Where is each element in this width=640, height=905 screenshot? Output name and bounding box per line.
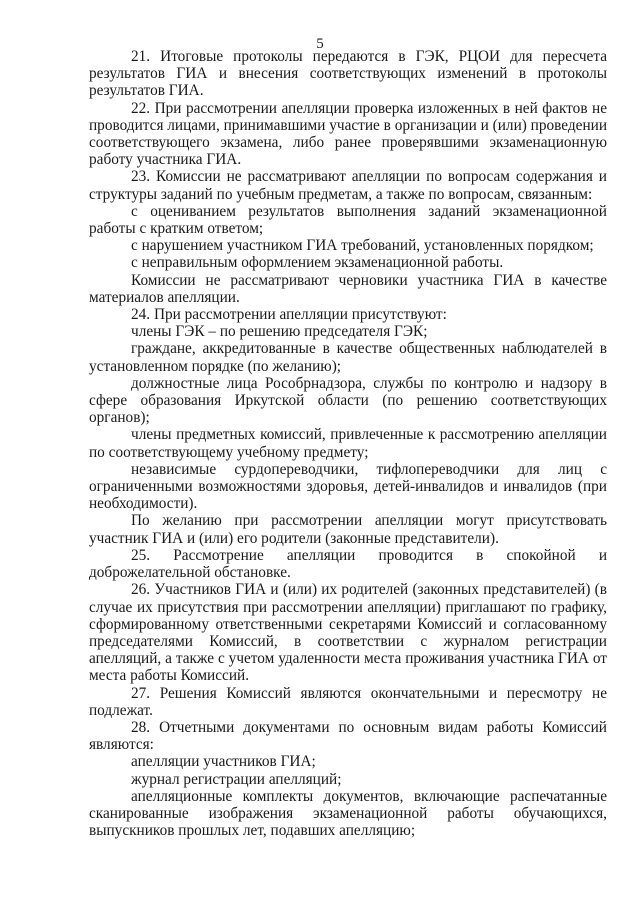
list-item-appeal-kits: апелляционные комплекты документов, включающие распечатанные сканированные изображения экзаменационной работы обучающихся, выпускников прошлых лет, подавших апелляцию; [89,787,607,840]
list-item-journal: журнал регистрации апелляций; [131,770,342,788]
paragraph-27: 27. Решения Комиссий являются окончательными и пересмотру не подлежат. [89,684,607,719]
document-body [89,48,607,839]
paragraph-24: 24. При рассмотрении апелляции присутствуют: [131,306,447,324]
list-item-observers: граждане, аккредитованные в качестве общественных наблюдателей в установленном порядке (по желанию); [89,340,607,375]
page-number: 5 [316,36,324,52]
paragraph-23: 23. Комиссии не рассматривают апелляции по вопросам содержания и структуры заданий по учебным предметам, а также по вопросам, связанным: [89,168,607,203]
paragraph-26: 26. Участников ГИА и (или) их родителей (законных представителей) (в случае их присутствия при рассмотрении апелляции) приглашают по графику, сформированному ответственными секретарями Комиссий и согласованному председателями Комиссий, в соответствии с журналом регистрации апелляций, а также с учетом удаленности места проживания участника ГИА от места работы Комиссий. [89,581,607,685]
list-item-officials: должностные лица Рособрнадзора, службы по контролю и надзору в сфере образования Иркутской области (по решению соответствующих органов); [89,374,607,427]
list-item-assessment: с оцениванием результатов выполнения заданий экзаменационной работы с кратким ответом; [89,202,607,238]
paragraph-25: 25. Рассмотрение апелляции проводится в спокойной и доброжелательной обстановке. [89,546,607,582]
paragraph-28: 28. Отчетными документами по основным видам работы Комиссий являются: [89,718,607,754]
list-item-interpreters: независимые сурдопереводчики, тифлопереводчики для лиц с ограниченными возможностями здоровья, детей-инвалидов и инвалидов (при необходимости). [89,460,607,513]
list-item-violation: с нарушением участником ГИА требований, установленных порядком; [131,237,594,255]
list-item-formatting: с неправильным оформлением экзаменационной работы. [131,254,504,272]
list-item-appeals: апелляции участников ГИА; [131,753,316,771]
paragraph-parents: По желанию при рассмотрении апелляции могут присутствовать участник ГИА и (или) его родители (законные представители). [89,512,607,547]
paragraph-22: 22. При рассмотрении апелляции проверка изложенных в ней фактов не проводится лицами, принимавшими участие в организации и (или) проведении соответствующего экзамена, либо ранее проверявшими экзаменационную работу участника ГИА. [89,99,608,169]
paragraph-drafts: Комиссии не рассматривают черновики участника ГИА в качестве материалов апелляции. [89,271,607,306]
list-item-subject-commission: члены предметных комиссий, привлеченные к рассмотрению апелляции по соответствующему учебному предмету; [89,426,607,461]
list-item-gek-members: члены ГЭК – по решению председателя ГЭК; [131,323,428,341]
paragraph-21: 21. Итоговые протоколы передаются в ГЭК, РЦОИ для пересчета результатов ГИА и внесения соответствующих изменений в протоколы результатов ГИА. [89,48,607,100]
